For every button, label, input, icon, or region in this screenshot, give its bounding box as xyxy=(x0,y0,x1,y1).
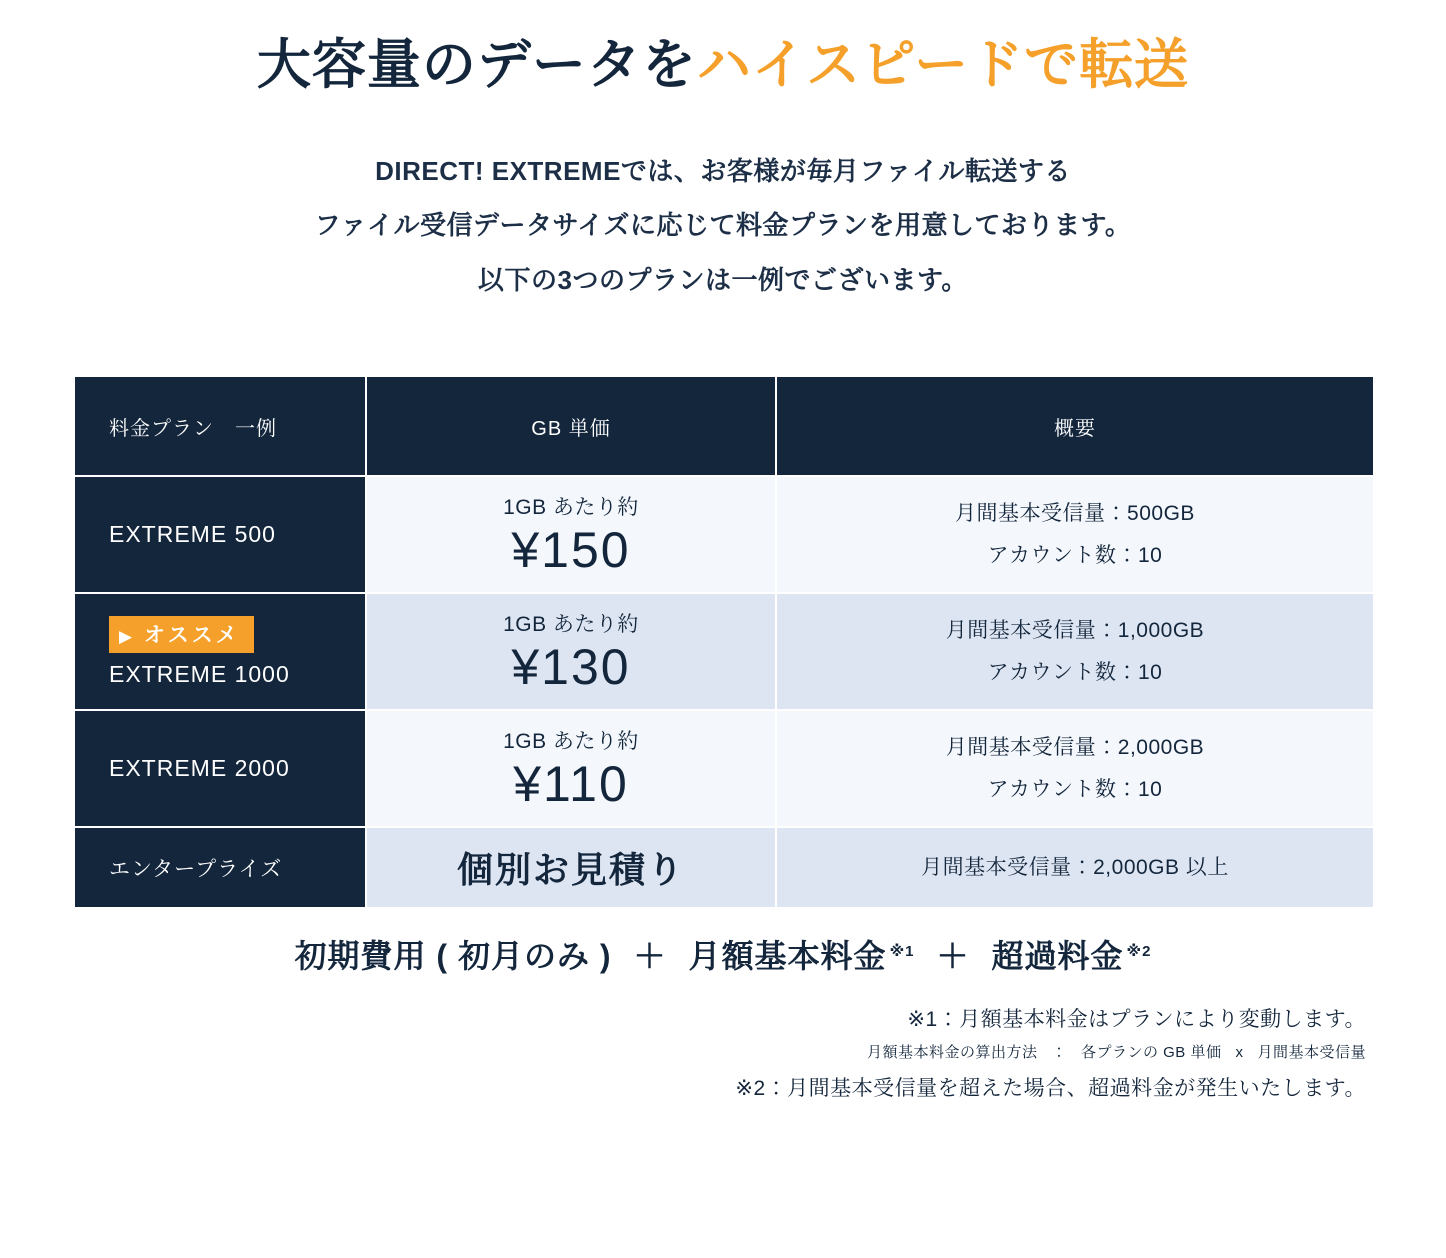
formula-plus-1: ＋ xyxy=(633,938,667,975)
plan-price-cell xyxy=(366,593,776,710)
summary-line-2: アカウント数：10 xyxy=(987,543,1163,567)
plan-price-cell xyxy=(366,476,776,593)
plan-summary-cell xyxy=(776,710,1374,827)
plan-name-cell: EXTREME 2000 xyxy=(74,710,366,827)
table-header-row xyxy=(74,376,1374,476)
plan-name-label: EXTREME 1000 xyxy=(109,660,290,687)
header-summary: 概要 xyxy=(776,376,1374,476)
header-unit-price: GB 単価 xyxy=(366,376,776,476)
pricing-table xyxy=(73,375,1375,909)
summary-line-1: 月間基本受信量：1,000GB xyxy=(945,618,1205,642)
footnote-calculation xyxy=(0,1041,1366,1062)
recommended-badge-label: オススメ xyxy=(143,623,240,647)
price-quote-value: 個別お見積り xyxy=(456,849,685,891)
plan-summary-cell xyxy=(776,827,1374,908)
price-main-value: ¥130 xyxy=(511,639,631,696)
summary-line-2: アカウント数：10 xyxy=(987,660,1163,684)
price-sub-label: 1GB あたり約 xyxy=(503,613,639,637)
plan-name-cell xyxy=(74,593,366,710)
page-title-part1: 大容量のデータを xyxy=(256,35,697,95)
price-main-value: ¥110 xyxy=(513,756,629,813)
price-sub-label: 1GB あたり約 xyxy=(503,730,639,754)
pricing-table-wrapper xyxy=(73,375,1373,909)
lead-line-2: ファイル受信データサイズに応じて料金プランを用意しております。 xyxy=(314,210,1132,241)
calc-operator: x xyxy=(1235,1044,1244,1062)
calc-operand-a: 各プランの GB 単価 xyxy=(1080,1044,1222,1062)
table-row xyxy=(74,476,1374,593)
summary-line-1: 月間基本受信量：2,000GB xyxy=(945,735,1205,759)
lead-line-3: 以下の3つのプランは一例でございます。 xyxy=(478,264,968,295)
triangle-icon: ▶ xyxy=(119,626,136,646)
table-row xyxy=(74,827,1374,908)
plan-name-cell: エンタープライズ xyxy=(74,827,366,908)
calc-separator: ： xyxy=(1051,1044,1067,1062)
formula-note-ref-1: ※1 xyxy=(889,942,915,960)
formula-note-ref-2: ※2 xyxy=(1126,942,1152,960)
price-sub-label: 1GB あたり約 xyxy=(503,496,639,520)
page-title-accent: ハイスピードで転送 xyxy=(696,35,1190,95)
summary-line-1: 月間基本受信量：2,000GB 以上 xyxy=(921,855,1229,879)
page-title xyxy=(0,32,1446,100)
table-row xyxy=(74,593,1374,710)
lead-paragraph xyxy=(0,144,1446,308)
recommended-badge xyxy=(109,616,254,653)
calc-label: 月額基本料金の算出方法 xyxy=(866,1044,1038,1062)
footnotes xyxy=(0,1003,1366,1102)
lead-line-1: DIRECT! EXTREMEでは、お客様が毎月ファイル転送する xyxy=(375,155,1071,186)
plan-price-cell xyxy=(366,827,776,908)
summary-line-1: 月間基本受信量：500GB xyxy=(955,501,1195,525)
price-formula xyxy=(0,931,1446,977)
formula-term-overage-fee: 超過料金 xyxy=(991,938,1124,975)
calc-operand-b: 月間基本受信量 xyxy=(1257,1044,1366,1062)
plan-price-cell xyxy=(366,710,776,827)
plan-summary-cell xyxy=(776,476,1374,593)
footnote-2: ※2：月間基本受信量を超えた場合、超過料金が発生いたします。 xyxy=(735,1077,1366,1101)
plan-summary-cell xyxy=(776,593,1374,710)
table-row xyxy=(74,710,1374,827)
formula-term-monthly-fee: 月額基本料金 xyxy=(688,938,887,975)
footnote-1: ※1：月額基本料金はプランにより変動します。 xyxy=(907,1008,1366,1032)
summary-line-2: アカウント数：10 xyxy=(987,777,1163,801)
price-main-value: ¥150 xyxy=(511,522,631,579)
formula-plus-2: ＋ xyxy=(936,938,970,975)
header-plan: 料金プラン 一例 xyxy=(74,376,366,476)
formula-term-initial-fee: 初期費用 ( 初月のみ ) xyxy=(294,938,612,975)
plan-name-cell: EXTREME 500 xyxy=(74,476,366,593)
